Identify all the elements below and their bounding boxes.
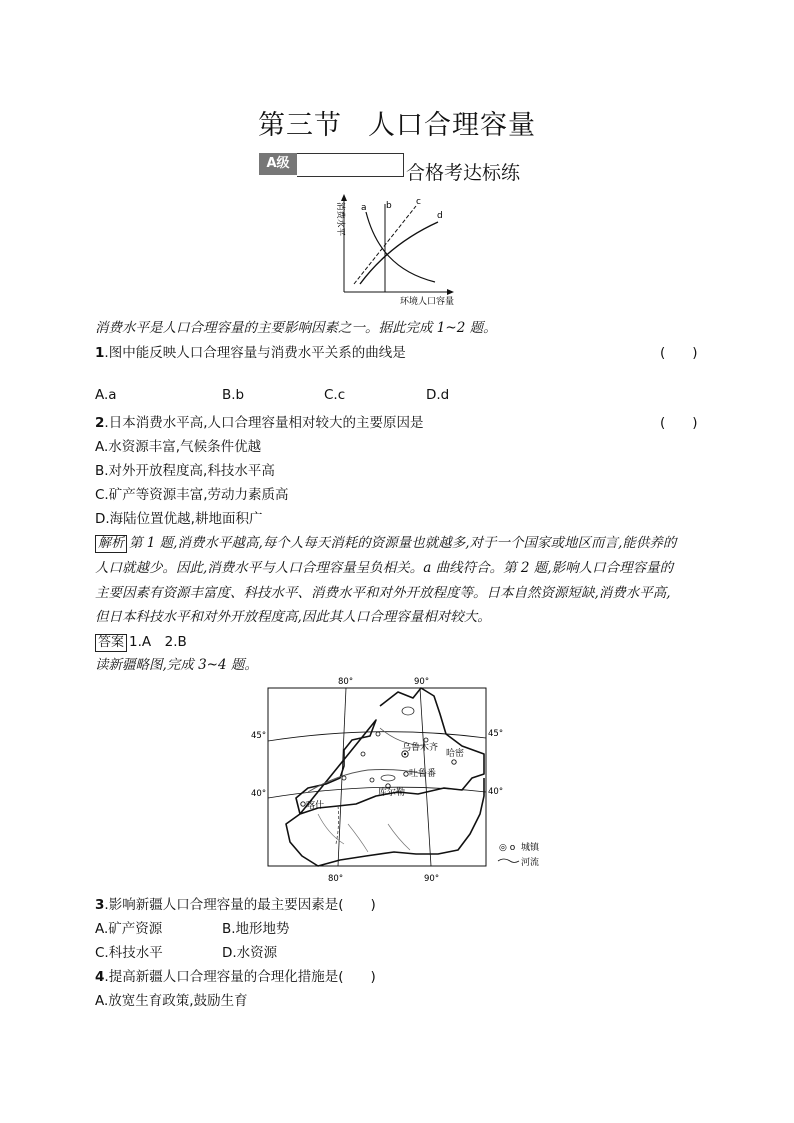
analysis-line-3: 主要因素有资源丰富度、科技水平、消费水平和对外开放程度等。日本自然资源短缺,消费水平高, — [95, 585, 671, 601]
curve-a — [366, 212, 435, 282]
question-text: .提高新疆人口合理容量的合理化措施是( ) — [104, 969, 376, 985]
city-label-hami: 哈密 — [446, 749, 465, 759]
level-blank — [297, 153, 404, 177]
city-label-korla: 库尔勒 — [378, 788, 406, 798]
question-number: 3 — [95, 897, 105, 913]
legend-river-symbol — [498, 859, 519, 863]
level-header — [259, 153, 405, 177]
q1-option-c: C.c — [324, 387, 346, 403]
section-title: 人口合理容量 — [368, 110, 536, 141]
curve-label-b: b — [386, 201, 392, 211]
level-label: 合格考达标练 — [406, 162, 521, 184]
analysis-tag: 解析 — [95, 535, 127, 553]
analysis-line-2: 人口就越少。因此,消费水平与人口合理容量呈负相关。a 曲线符合。第 2 题,影响人口合理容量的 — [95, 560, 674, 576]
city-marker — [404, 753, 406, 755]
q2-option-d: D.海陆位置优越,耕地面积广 — [95, 511, 263, 527]
y-axis-arrow — [341, 194, 347, 201]
curve-d — [360, 222, 438, 284]
q1-option-a: A.a — [95, 387, 117, 403]
question-2 — [95, 411, 424, 431]
lon-label-90-bottom: 90° — [424, 874, 440, 884]
legend-town-symbol: ◎ o — [499, 843, 516, 853]
consumption-graph — [320, 192, 490, 308]
map-frame — [268, 688, 486, 866]
x-axis-label: 环境人口容量 — [400, 297, 455, 307]
x-axis-arrow — [447, 289, 454, 295]
answer-bracket-1: ( ) — [660, 345, 698, 361]
legend-river: 河流 — [521, 858, 540, 868]
q1-option-b: B.b — [222, 387, 245, 403]
level-tag: A级 — [259, 153, 297, 175]
curve-label-a: a — [361, 203, 367, 213]
q2-option-a: A.水资源丰富,气候条件优越 — [95, 439, 262, 455]
intro-q1-2: 消费水平是人口合理容量的主要影响因素之一。据此完成 1~2 题。 — [95, 320, 497, 336]
lon-label-80-bottom: 80° — [328, 874, 344, 884]
answer-tag: 答案 — [95, 634, 127, 652]
q2-option-b: B.对外开放程度高,科技水平高 — [95, 463, 275, 479]
lat-label-40-left: 40° — [251, 789, 267, 799]
city-label-kashgar: 喀什 — [306, 801, 325, 811]
section-number: 第三节 — [258, 110, 342, 141]
question-text: .图中能反映人口合理容量与消费水平关系的曲线是 — [104, 345, 406, 361]
question-text: .日本消费水平高,人口合理容量相对较大的主要原因是 — [104, 415, 424, 431]
analysis-line-4: 但日本科技水平和对外开放程度高,因此其人口合理容量相对较大。 — [95, 609, 491, 625]
q3-option-c: C.科技水平 — [95, 945, 163, 961]
lon-label-90-top: 90° — [414, 677, 430, 687]
y-axis-label: 消费水平 — [335, 202, 345, 237]
analysis-text: 第 1 题,消费水平越高,每个人每天消耗的资源量也就越多,对于一个国家或地区而言,能供养的 — [129, 535, 677, 551]
answer-text: 1.A 2.B — [129, 634, 187, 650]
q2-option-c: C.矿产等资源丰富,劳动力素质高 — [95, 487, 289, 503]
q4-option-a: A.放宽生育政策,鼓励生育 — [95, 993, 248, 1009]
question-4 — [95, 965, 376, 985]
q3-option-b: B.地形地势 — [222, 921, 290, 937]
curve-label-d: d — [437, 211, 443, 221]
question-number: 1 — [95, 345, 105, 361]
page-title — [0, 103, 794, 142]
legend-town: 城镇 — [521, 843, 540, 853]
answer-bracket-2: ( ) — [660, 415, 698, 431]
question-number: 4 — [95, 969, 105, 985]
question-3 — [95, 893, 376, 913]
curve-label-c: c — [416, 197, 421, 207]
q1-option-d: D.d — [426, 387, 450, 403]
question-1 — [95, 341, 406, 361]
lat-label-45-left: 45° — [251, 731, 267, 741]
q3-option-d: D.水资源 — [222, 945, 278, 961]
lon-label-80-top: 80° — [338, 677, 354, 687]
answer-line — [95, 630, 187, 652]
analysis-line-1 — [95, 531, 676, 553]
q3-option-a: A.矿产资源 — [95, 921, 163, 937]
xinjiang-map — [248, 674, 548, 886]
city-label-urumqi: 乌鲁木齐 — [402, 743, 439, 753]
intro-q3-4: 读新疆略图,完成 3~4 题。 — [95, 657, 258, 673]
question-number: 2 — [95, 415, 105, 431]
question-text: .影响新疆人口合理容量的最主要因素是( ) — [104, 897, 376, 913]
lat-label-40-right: 40° — [488, 787, 504, 797]
city-label-turpan: 吐鲁番 — [409, 769, 437, 779]
lat-label-45-right: 45° — [488, 729, 504, 739]
